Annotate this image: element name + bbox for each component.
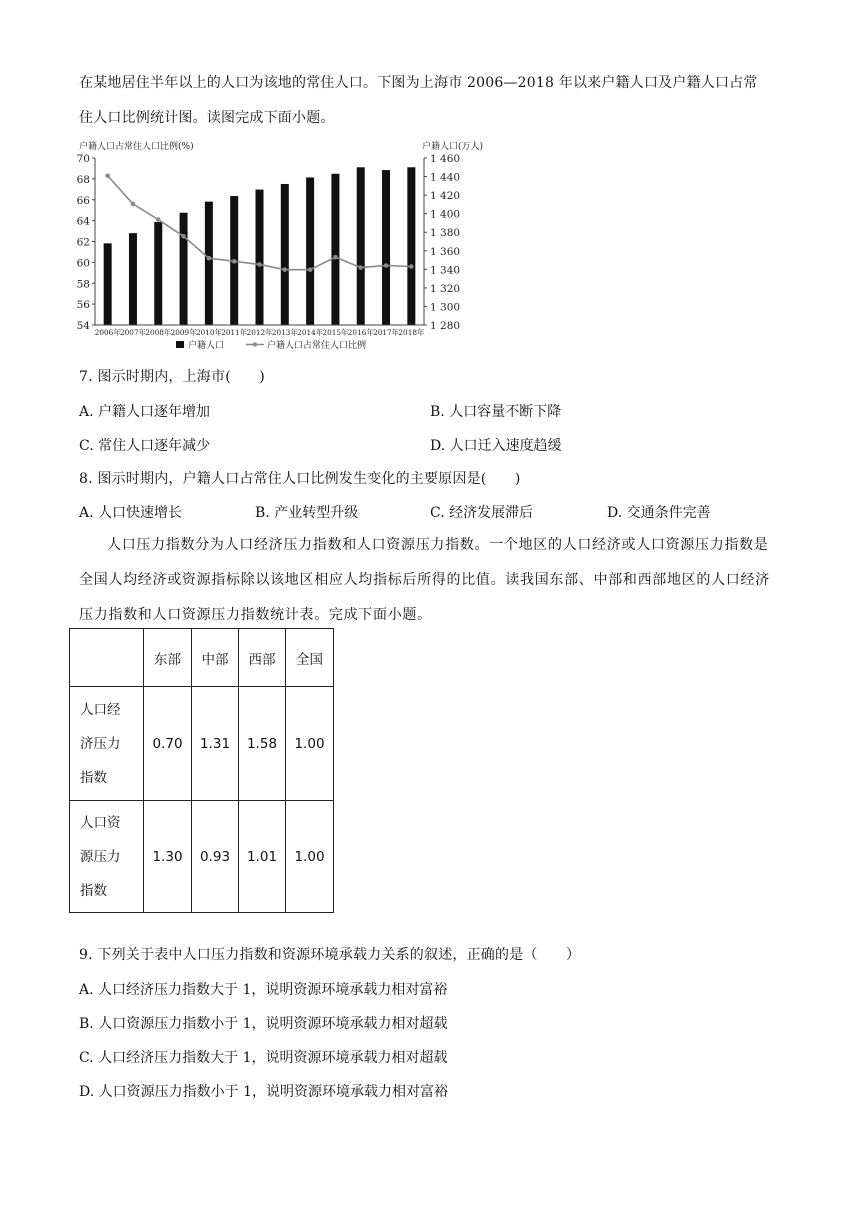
- x-tick-label: 2008年: [145, 328, 172, 337]
- left-tick-label: 54: [76, 320, 90, 332]
- right-tick-label: 1 420: [430, 190, 461, 203]
- table-header-cell: 中部: [192, 629, 239, 687]
- right-tick-label: 1 400: [430, 208, 461, 221]
- intro-line-2: 住人口比例统计图。读图完成下面小题。: [79, 110, 335, 126]
- bar-household-population: [382, 170, 390, 325]
- table-cell: 1.30: [144, 801, 192, 913]
- right-axis-title: 户籍人口(万人): [422, 142, 484, 152]
- table-cell: 0.93: [192, 801, 239, 913]
- left-axis-title: 户籍人口占常住人口比例(%): [79, 142, 194, 152]
- ratio-point: [308, 267, 313, 272]
- ratio-point: [384, 263, 389, 268]
- x-tick-label: 2007年: [120, 328, 146, 337]
- ratio-point: [131, 202, 136, 207]
- bar-household-population: [331, 174, 339, 325]
- table-header-cell: 全国: [286, 629, 334, 687]
- passage-population-pressure: 人口压力指数分为人口经济压力指数和人口资源压力指数。一个地区的人口经济或人口资源压力指数是全国人均经济或资源指标除以该地区相应人均指标后所得的比值。读我国东部、中部和西部地区的人口经济压力指数和人口资源压力指数统计表。完成下面小题。: [79, 537, 770, 623]
- q9-option-d: D. 人口资源压力指数小于 1，说明资源环境承载力相对富裕: [79, 1084, 448, 1100]
- bar-household-population: [357, 167, 365, 325]
- ratio-point: [257, 262, 262, 267]
- table-header-cell: [70, 629, 144, 687]
- table-cell: 1.00: [286, 801, 334, 913]
- bar-household-population: [306, 177, 314, 325]
- ratio-point: [358, 265, 363, 270]
- bar-household-population: [205, 202, 213, 325]
- x-tick-label: 2013年: [271, 328, 298, 337]
- row-label-text: 人口经济压力指数: [80, 701, 121, 786]
- x-tick-label: 2011年: [221, 328, 248, 337]
- x-tick-label: 2009年: [170, 328, 197, 337]
- x-tick-label: 2014年: [297, 328, 324, 337]
- left-tick-label: 66: [76, 194, 90, 207]
- bar-household-population: [407, 167, 415, 325]
- right-tick-label: 1 440: [430, 171, 461, 184]
- table-cell: 1.31: [192, 687, 239, 801]
- x-tick-label: 2016年: [347, 328, 374, 337]
- q7-option-c: C. 常住人口逐年减少: [79, 438, 211, 454]
- x-tick-label: 2015年: [322, 328, 349, 337]
- population-chart: [76, 138, 484, 358]
- table-header-row: [70, 629, 334, 687]
- table-cell: 1.01: [239, 801, 286, 913]
- q7-option-a: A. 户籍人口逐年增加: [79, 404, 211, 420]
- q7-stem: 7. 图示时期内，上海市( ): [79, 369, 265, 385]
- ratio-point: [105, 173, 110, 178]
- q8-stem: 8. 图示时期内，户籍人口占常住人口比例发生变化的主要原因是( ): [79, 471, 521, 487]
- q8-option-c: C. 经济发展滞后: [430, 505, 534, 521]
- x-tick-label: 2017年: [373, 328, 399, 337]
- bar-household-population: [256, 190, 264, 325]
- table-row: [70, 687, 334, 801]
- table-header-cell: 西部: [239, 629, 286, 687]
- right-tick-label: 1 300: [430, 301, 461, 314]
- legend-line-label: 户籍人口占常住人口比例: [267, 341, 367, 351]
- q7-option-b: B. 人口容量不断下降: [430, 404, 562, 420]
- right-tick-label: 1 340: [430, 264, 461, 277]
- q9-option-c: C. 人口经济压力指数大于 1，说明资源环境承载力相对超载: [79, 1050, 448, 1066]
- bar-household-population: [129, 233, 137, 325]
- legend-line-marker: [253, 342, 257, 346]
- right-tick-label: 1 360: [430, 245, 461, 258]
- left-tick-label: 58: [76, 278, 90, 291]
- q7-option-d: D. 人口迁入速度趋缓: [430, 438, 562, 454]
- left-tick-label: 70: [76, 153, 90, 165]
- legend-bar-label: 户籍人口: [188, 341, 225, 351]
- ratio-point: [333, 255, 338, 260]
- q9-option-a: A. 人口经济压力指数大于 1，说明资源环境承载力相对富裕: [79, 982, 448, 998]
- q8-option-d: D. 交通条件完善: [607, 505, 711, 521]
- ratio-point: [232, 259, 237, 264]
- intro-line-1: 在某地居住半年以上的人口为该地的常住人口。下图为上海市 2006—2018 年以来户籍人口及户籍人口占常: [79, 75, 758, 91]
- left-tick-label: 64: [76, 215, 90, 228]
- bar-household-population: [281, 184, 289, 325]
- ratio-point: [409, 264, 414, 269]
- q8-option-b: B. 产业转型升级: [255, 505, 359, 521]
- right-tick-label: 1 380: [430, 227, 461, 240]
- left-tick-label: 56: [76, 299, 90, 312]
- bar-household-population: [180, 213, 188, 325]
- right-tick-label: 1 320: [430, 282, 461, 295]
- table-header-cell: 东部: [144, 629, 192, 687]
- ratio-point: [156, 217, 161, 222]
- right-tick-label: 1 280: [430, 320, 461, 332]
- left-tick-label: 68: [76, 173, 90, 186]
- q8-option-a: A. 人口快速增长: [79, 505, 183, 521]
- q9-option-b: B. 人口资源压力指数小于 1，说明资源环境承载力相对超载: [79, 1016, 448, 1032]
- row-label-text: 人口资源压力指数: [80, 814, 121, 899]
- table-cell: 1.58: [239, 687, 286, 801]
- table-row-label: [70, 687, 144, 801]
- x-tick-label: 2006年: [94, 328, 121, 337]
- x-tick-label: 2010年: [195, 328, 222, 337]
- table-cell: 1.00: [286, 687, 334, 801]
- pressure-index-table: [69, 628, 334, 913]
- legend-bar-swatch: [176, 341, 184, 348]
- x-tick-label: 2018年: [398, 328, 425, 337]
- bar-household-population: [104, 243, 112, 325]
- q9-stem: 9. 下列关于表中人口压力指数和资源环境承载力关系的叙述，正确的是（ ）: [79, 947, 581, 963]
- left-tick-label: 60: [76, 257, 90, 270]
- bar-household-population: [154, 222, 162, 325]
- left-tick-label: 62: [76, 236, 90, 249]
- table-cell: 0.70: [144, 687, 192, 801]
- ratio-point: [181, 234, 186, 239]
- table-row: [70, 801, 334, 913]
- ratio-point: [283, 267, 288, 272]
- x-tick-label: 2012年: [246, 328, 273, 337]
- right-tick-label: 1 460: [430, 153, 461, 165]
- table-row-label: [70, 801, 144, 913]
- ratio-point: [207, 256, 212, 261]
